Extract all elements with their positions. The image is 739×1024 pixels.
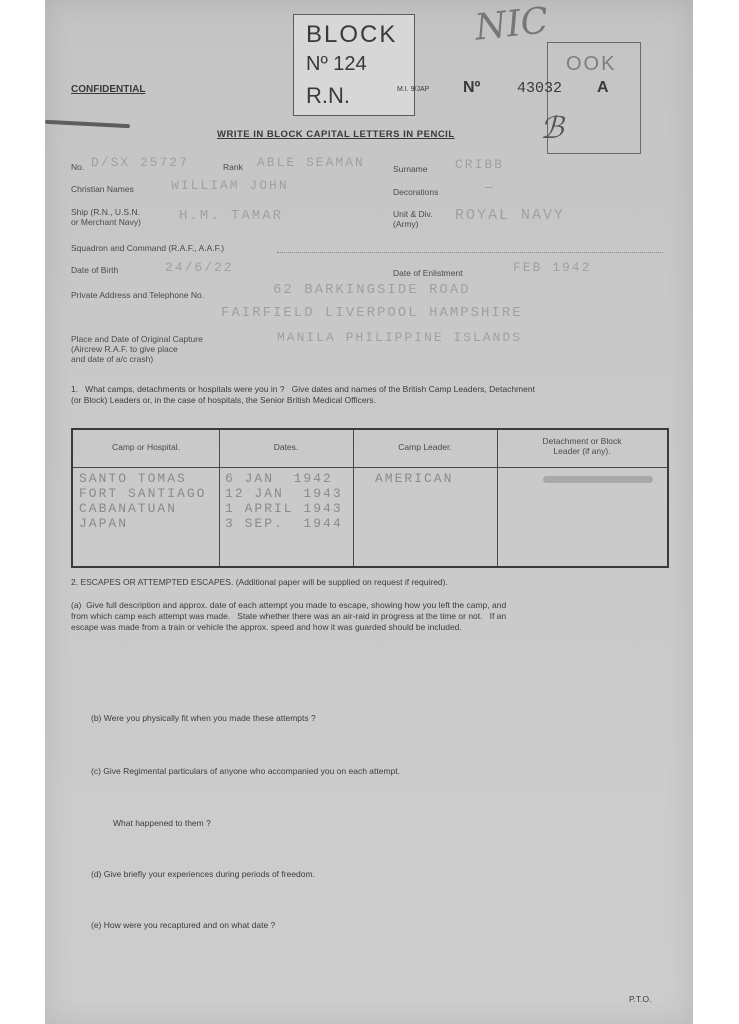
col-divider-3: [497, 430, 498, 566]
no-value: D/SX 25727: [91, 155, 190, 170]
header-camp: Camp or Hospital.: [73, 430, 219, 468]
christian-label: Christian Names: [71, 184, 134, 194]
camps-table: [71, 428, 669, 568]
surname-label: Surname: [393, 164, 428, 174]
question-2c-followup: What happened to them ?: [113, 818, 211, 828]
instruction-heading: WRITE IN BLOCK CAPITAL LETTERS IN PENCIL: [217, 129, 455, 140]
leader-cell: AMERICAN: [375, 471, 454, 486]
capture-value: MANILA PHILIPPINE ISLANDS: [277, 330, 523, 345]
dates-cell: 6 JAN 1942 12 JAN 1943 1 APRIL 1943 3 SEP. 1944: [225, 471, 343, 531]
question-2c: (c) Give Regimental particulars of anyone who accompanied you on each attempt.: [91, 766, 400, 776]
squadron-label: Squadron and Command (R.A.F., A.A.F.): [71, 243, 225, 253]
question-2d: (d) Give briefly your experiences during periods of freedom.: [91, 869, 315, 879]
decorations-label: Decorations: [393, 187, 439, 197]
confidential-label: CONFIDENTIAL: [71, 84, 146, 95]
header-detachment: Detachment or Block Leader (if any).: [497, 430, 667, 468]
form-code: M.I. 9/JAP: [397, 86, 430, 93]
stamp-rn: R.N.: [306, 83, 350, 108]
col-divider-1: [219, 430, 220, 566]
header-leader: Camp Leader.: [353, 430, 497, 468]
handwritten-mark: NIC: [473, 0, 551, 49]
ship-label: Ship (R.N., U.S.N. or Merchant Navy): [71, 207, 141, 227]
squadron-line: [277, 252, 663, 253]
enlist-label: Date of Enlistment: [393, 268, 463, 278]
pto-label: P.T.O.: [629, 994, 652, 1004]
ship-value: H.M. TAMAR: [179, 208, 284, 224]
dob-label: Date of Birth: [71, 265, 119, 275]
camps-cell: SANTO TOMAS FORT SANTIAGO CABANATUAN JAPAN: [79, 471, 207, 531]
rank-label: Rank: [223, 162, 243, 172]
question-2-heading: 2. ESCAPES OR ATTEMPTED ESCAPES. (Additional paper will be supplied on request if required).: [71, 577, 448, 587]
address-line2: FAIRFIELD LIVERPOOL HAMPSHIRE: [221, 305, 523, 321]
header-dates: Dates.: [219, 430, 353, 468]
stamp-number: Nº 124: [306, 53, 367, 75]
initials-scribble: ℬ: [540, 111, 564, 146]
col-divider-2: [353, 430, 354, 566]
surname-value: CRIBB: [455, 157, 505, 172]
paper-clip: [45, 120, 130, 128]
stamp-block: BLOCK: [306, 21, 398, 48]
address-label: Private Address and Telephone No.: [71, 290, 205, 300]
form-sheet: [45, 0, 693, 1024]
capture-label: Place and Date of Original Capture (Aircrew R.A.F. to give place and date of a/c crash): [71, 334, 203, 364]
no-label: No.: [71, 162, 85, 172]
question-2b: (b) Were you physically fit when you made these attempts ?: [91, 713, 316, 723]
christian-value: WILLIAM JOHN: [171, 178, 289, 193]
block-stamp: [293, 14, 415, 116]
decorations-value: —: [485, 180, 495, 195]
question-2a: (a) Give full description and approx. date of each attempt you made to escape, showing how you left the camp, and from which camp each attempt was made. State whether there was an air-raid in progress at the time or not. If an escape was made from a train or vehicle the approx. speed and how it was guarded should be included.: [71, 600, 507, 632]
unit-label: Unit & Div. (Army): [393, 209, 433, 229]
dob-value: 24/6/22: [165, 260, 234, 275]
smudge: [543, 476, 653, 483]
enlist-value: FEB 1942: [513, 260, 592, 275]
question-1: 1. What camps, detachments or hospitals were you in ? Give dates and names of the British Camp Leaders, Detachment (or Block) Leaders or, in the case of hospitals, the Senior British Medical Officers.: [71, 384, 535, 405]
number-value: 43032: [517, 80, 563, 97]
unit-value: ROYAL NAVY: [455, 207, 566, 224]
question-2e: (e) How were you recaptured and on what date ?: [91, 920, 276, 930]
number-suffix: A: [597, 79, 609, 96]
rank-value: ABLE SEAMAN: [257, 155, 365, 170]
number-label: Nº: [463, 79, 481, 96]
address-line1: 62 BARKINGSIDE ROAD: [273, 282, 471, 298]
corner-stamp-text: OOK: [566, 53, 617, 75]
